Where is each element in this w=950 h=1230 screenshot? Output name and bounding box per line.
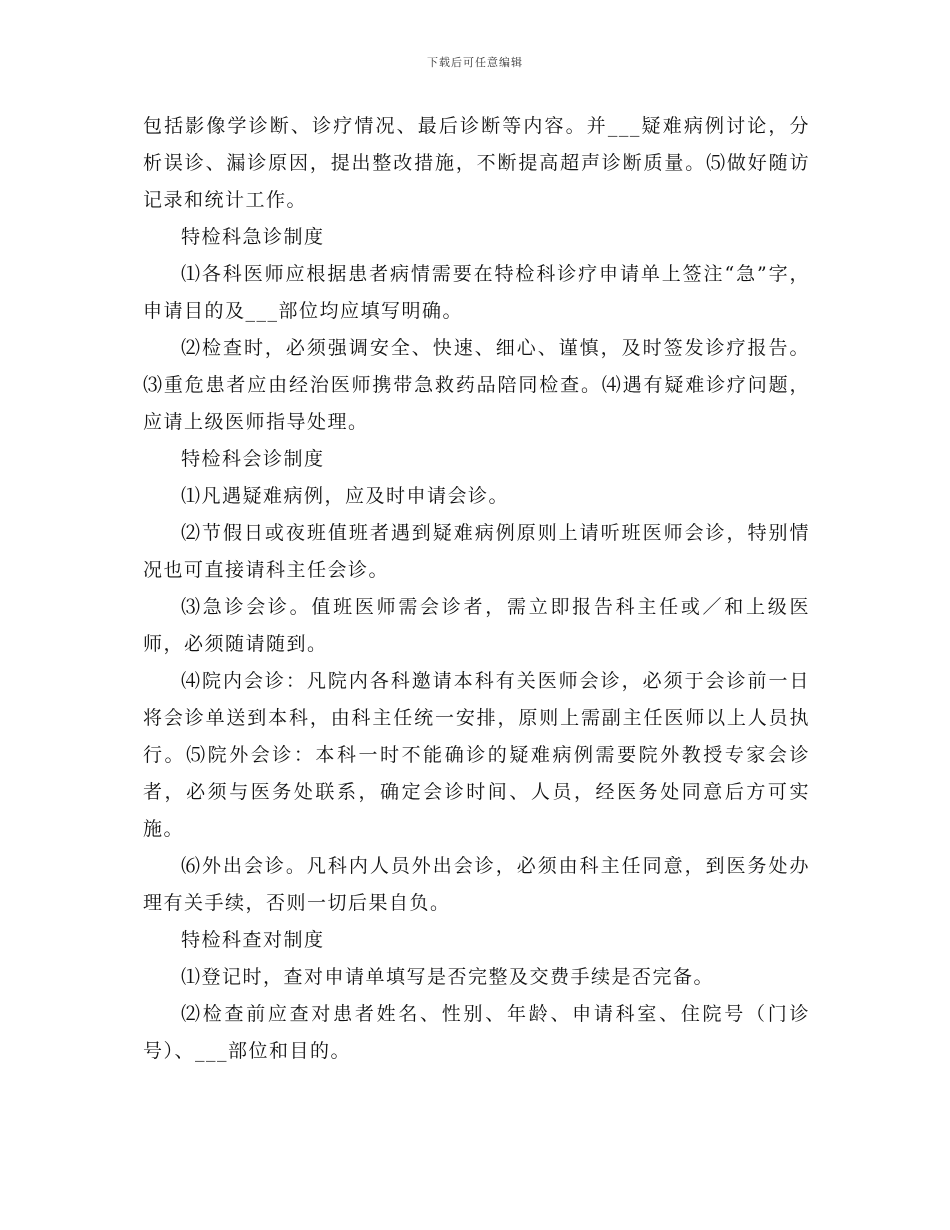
section-heading-emergency: 特检科急诊制度 bbox=[181, 226, 325, 248]
page-header: 下载后可任意编辑 bbox=[427, 56, 523, 69]
paragraph: ⑵节假日或夜班值班者遇到疑难病例原则上请听班医师会诊，特别情况也可直接请科主任会诊。 bbox=[143, 522, 810, 581]
section-heading-consultation: 特检科会诊制度 bbox=[181, 448, 325, 470]
paragraph-continuation: 包括影像学诊断、诊疗情况、最后诊断等内容。并___疑难病例讨论，分析误诊、漏诊原因，提出整改措施，不断提高超声诊断质量。⑸做好随访记录和统计工作。 bbox=[143, 115, 810, 211]
paragraph: ⑹外出会诊。凡科内人员外出会诊，必须由科主任同意，到医务处办理有关手续，否则一切后果自负。 bbox=[143, 855, 810, 914]
section-heading-verification: 特检科查对制度 bbox=[181, 929, 325, 951]
paragraph: ⑴凡遇疑难病例，应及时申请会诊。 bbox=[181, 485, 510, 507]
paragraph: ⑵检查时，必须强调安全、快速、细心、谨慎，及时签发诊疗报告。⑶重危患者应由经治医师携带急救药品陪同检查。⑷遇有疑难诊疗问题，应请上级医师指导处理。 bbox=[143, 337, 810, 433]
document-body bbox=[143, 108, 810, 1070]
paragraph: ⑷院内会诊：凡院内各科邀请本科有关医师会诊，必须于会诊前一日将会诊单送到本科，由科主任统一安排，原则上需副主任医师以上人员执行。⑸院外会诊：本科一时不能确诊的疑难病例需要院外教授专家会诊者，必须与医务处联系，确定会诊时间、人员，经医务处同意后方可实施。 bbox=[143, 670, 810, 840]
paragraph: ⑵检查前应查对患者姓名、性别、年龄、申请科室、住院号（门诊号）、___部位和目的。 bbox=[143, 1003, 810, 1062]
paragraph: ⑶急诊会诊。值班医师需会诊者，需立即报告科主任或／和上级医师，必须随请随到。 bbox=[143, 596, 810, 655]
paragraph: ⑴登记时，查对申请单填写是否完整及交费手续是否完备。 bbox=[181, 966, 715, 988]
paragraph: ⑴各科医师应根据患者病情需要在特检科诊疗申请单上签注“急”字，申请目的及___部位均应填写明确。 bbox=[143, 263, 810, 322]
